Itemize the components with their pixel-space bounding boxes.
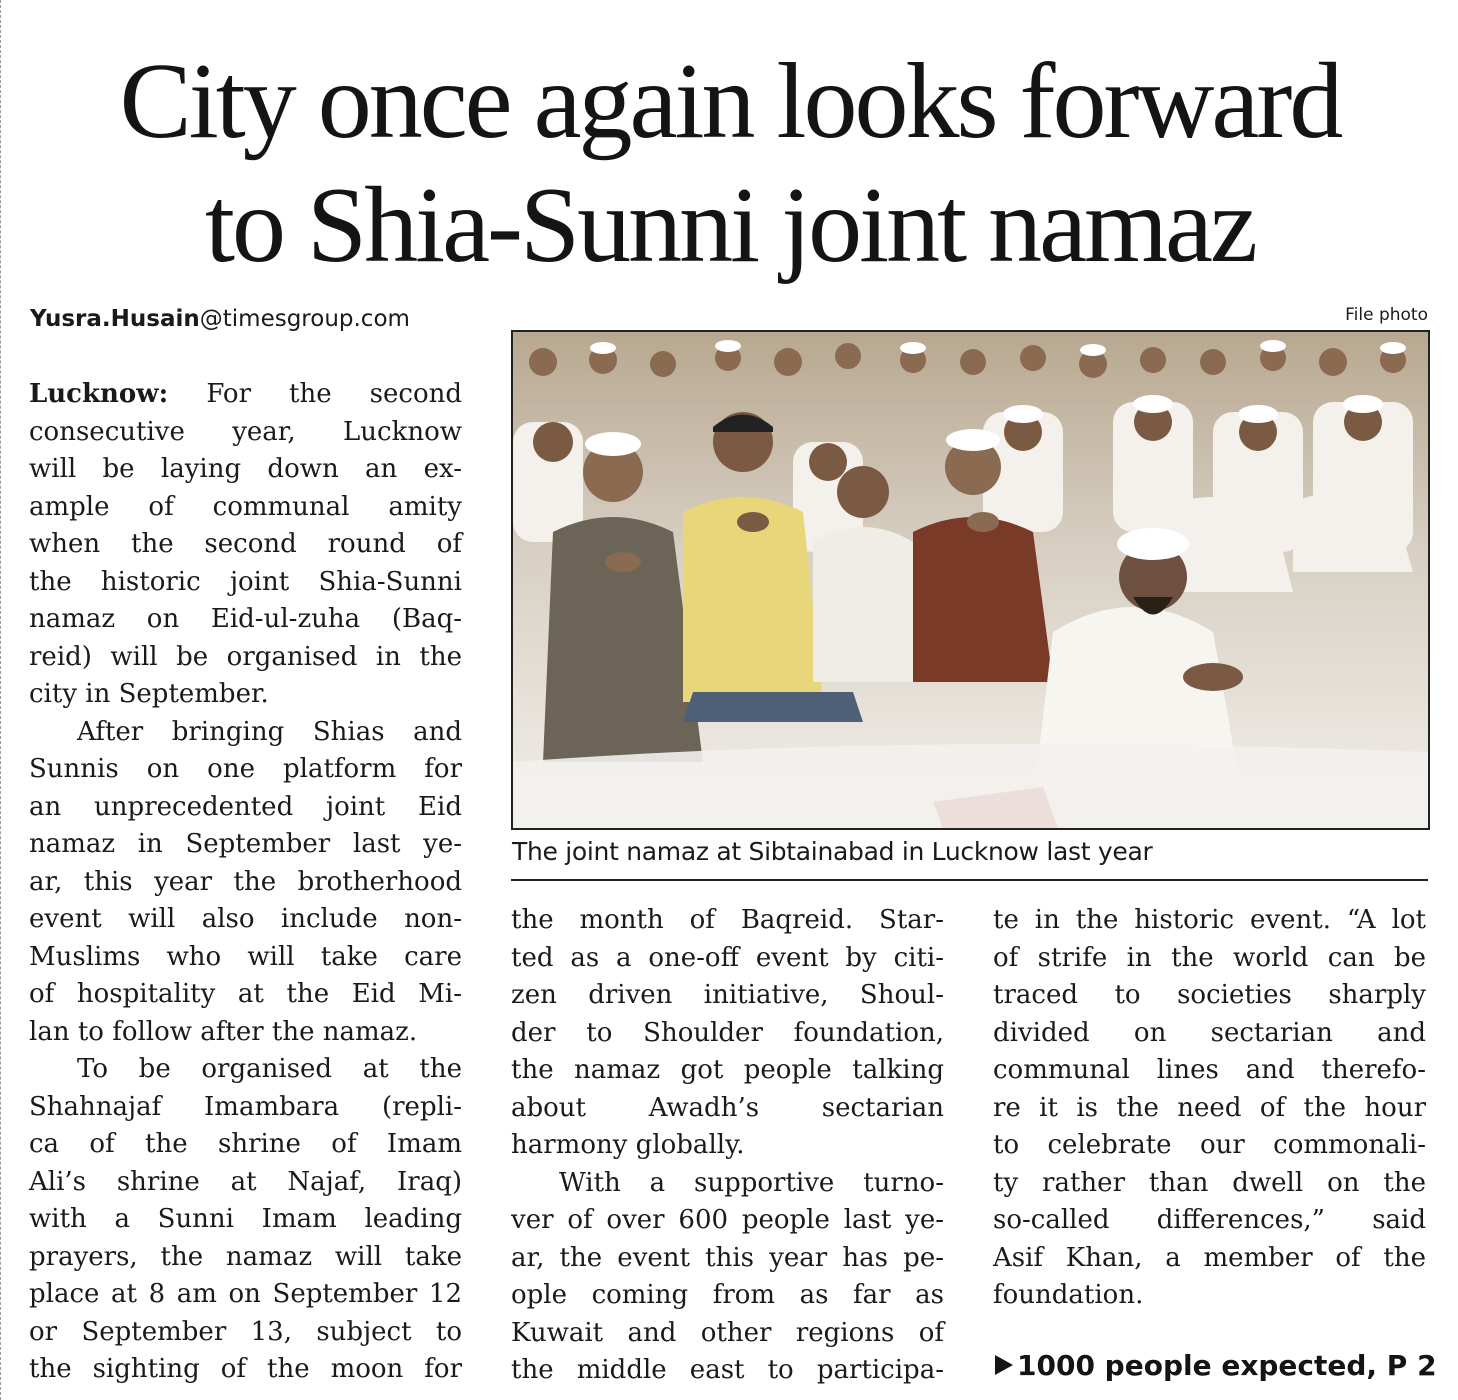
article-line: To be organised at the [77, 1054, 462, 1084]
article-line: der to Shoulder foundation, [511, 1017, 944, 1048]
dateline: Lucknow: [29, 379, 169, 409]
article-line: ty rather than dwell on the [993, 1167, 1426, 1198]
article-line: so-called differences,” said [993, 1205, 1426, 1235]
news-photo [511, 330, 1430, 830]
article-line: place at 8 am on September 12 [29, 1279, 462, 1309]
article-line: Muslims who will take care [29, 941, 462, 972]
article-line: of hospitality at the Eid Mi- [29, 979, 462, 1009]
article-line: or September 13, subject to [29, 1316, 462, 1347]
photo-caption: The joint namaz at Sibtainabad in Lucknow last year [512, 837, 1153, 866]
article-line: will be laying down an ex- [29, 454, 462, 484]
article-line: divided on sectarian and [993, 1017, 1426, 1048]
page-reference-label: 1000 people expected, P 2 [1017, 1349, 1437, 1382]
article-line: Asif Khan, a member of the [993, 1242, 1426, 1273]
byline [30, 306, 410, 332]
article-line: After bringing Shias and [77, 716, 462, 747]
article-line: consecutive year, Lucknow [29, 416, 462, 447]
article-line: Kuwait and other regions of [511, 1317, 944, 1348]
article-line: te in the historic event. “A lot [993, 905, 1426, 935]
byline-domain: @timesgroup.com [199, 306, 410, 332]
article-line: ver of over 600 people last ye- [511, 1205, 944, 1235]
article-line: reid) will be organised in the [29, 641, 462, 672]
article-line: traced to societies sharply [993, 980, 1426, 1010]
article-line: the month of Baqreid. Star- [511, 905, 944, 935]
article-line: lan to follow after the namaz. [29, 1016, 418, 1047]
caption-rule [511, 879, 1428, 881]
article-line: Ali’s shrine at Najaf, Iraq) [29, 1166, 462, 1197]
article-line: when the second round of [29, 529, 462, 559]
prayer-crowd-illustration [513, 332, 1428, 828]
article-line: Lucknow: For the second [29, 379, 462, 409]
article-line: Shahnajaf Imambara (repli- [29, 1091, 462, 1122]
article-line: ar, this year the brotherhood [29, 866, 462, 897]
article-line: prayers, the namaz will take [29, 1241, 462, 1272]
article-line: of strife in the world can be [993, 942, 1426, 973]
article-line: zen driven initiative, Shoul- [511, 980, 944, 1010]
article-line: ample of communal amity [29, 491, 462, 522]
headline-line-2: to Shia-Sunni joint namaz [205, 166, 1255, 285]
photo-credit: File photo [1345, 305, 1428, 325]
article-line: an unprecedented joint Eid [29, 791, 462, 822]
article-column-2 [511, 902, 944, 1390]
article-line: ted as a one-off event by citi- [511, 942, 944, 973]
article-line: the namaz got people talking [511, 1055, 944, 1085]
arrow-right-icon [995, 1355, 1013, 1375]
article-line: ople coming from as far as [511, 1280, 944, 1310]
article-line: with a Sunni Imam leading [29, 1204, 462, 1234]
article-line: to celebrate our commonali- [993, 1130, 1426, 1160]
article-line: communal lines and therefo- [993, 1055, 1426, 1085]
page-reference[interactable] [995, 1349, 1437, 1382]
article-line: harmony globally. [511, 1130, 745, 1160]
article-line: about Awadh’s sectarian [511, 1092, 944, 1123]
article-line: the middle east to participa- [511, 1355, 944, 1385]
article-line: foundation. [993, 1280, 1144, 1310]
article-line: ca of the shrine of Imam [29, 1129, 462, 1159]
article-column-1 [29, 376, 462, 1389]
article-line: namaz on Eid-ul-zuha (Baq- [29, 604, 462, 634]
page-edge-divider [0, 0, 3, 1400]
headline-line-1: City once again looks forward [119, 42, 1341, 161]
article-line: re it is the need of the hour [993, 1092, 1426, 1123]
article-column-3 [993, 902, 1426, 1315]
article-line: the sighting of the moon for [29, 1354, 462, 1384]
article-line: city in September. [29, 679, 269, 709]
article-line: event will also include non- [29, 904, 462, 934]
article-line: With a supportive turno- [559, 1167, 944, 1198]
article-line: namaz in September last ye- [29, 829, 462, 859]
byline-name: Yusra.Husain [30, 306, 200, 332]
article-line: ar, the event this year has pe- [511, 1242, 944, 1273]
article-line: the historic joint Shia-Sunni [29, 566, 462, 597]
article-line: Sunnis on one platform for [29, 754, 462, 784]
headline [20, 40, 1440, 288]
